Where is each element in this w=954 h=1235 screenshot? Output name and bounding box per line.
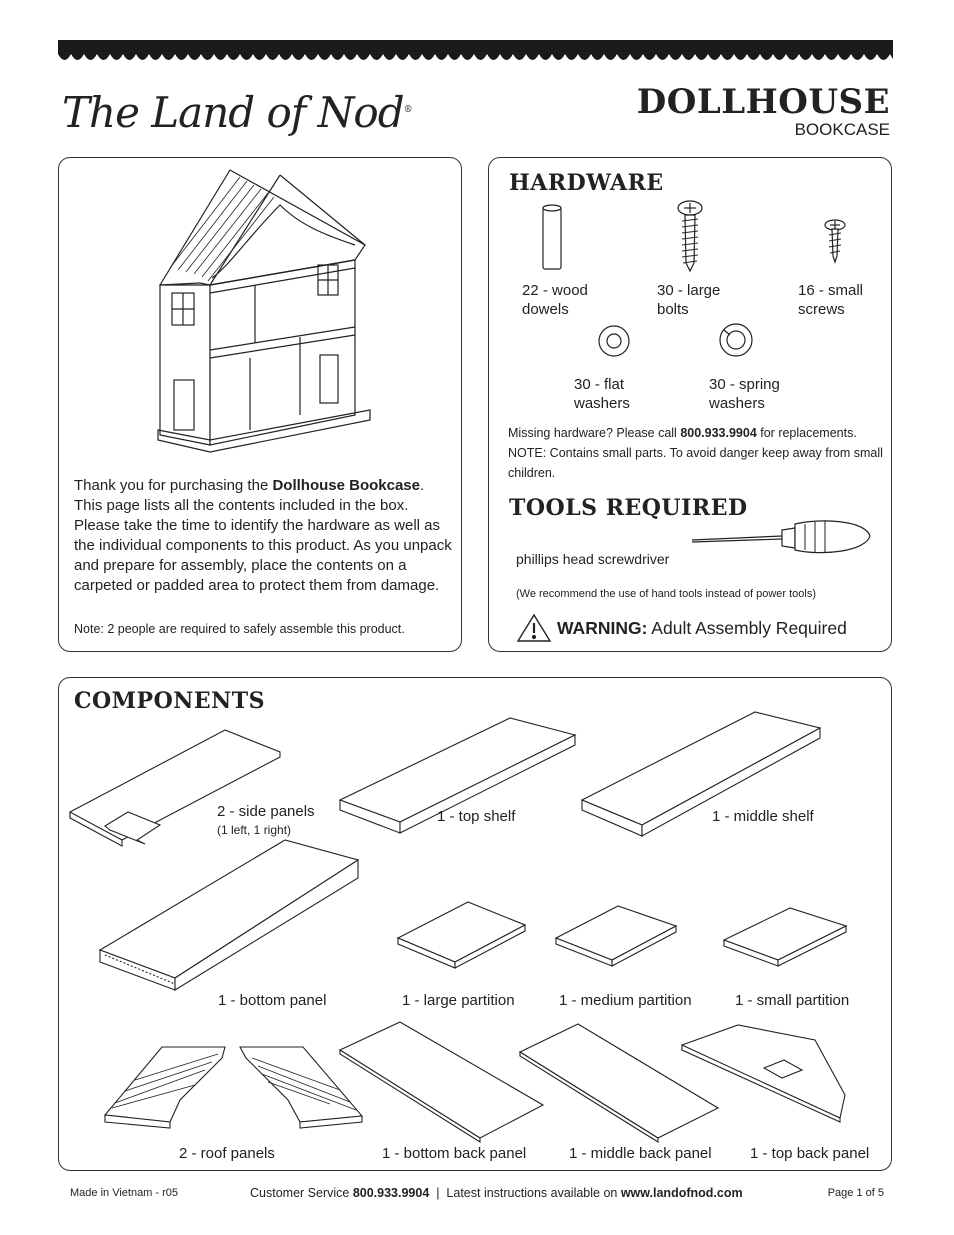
- component-sublabel: (1 left, 1 right): [217, 823, 292, 837]
- component-middle-shelf: 1 - middle shelf: [712, 808, 814, 825]
- hardware-item-name: bolts: [657, 301, 689, 318]
- hardware-heading: HARDWARE: [509, 170, 664, 196]
- hardware-item-qty: 30 - spring: [709, 376, 780, 393]
- cs-phone: 800.933.9904: [352, 1186, 430, 1200]
- made-in-text: Made in Vietnam - r05: [70, 1187, 179, 1199]
- small-parts-note: NOTE: Contains small parts. To avoid danger keep away from small children.: [508, 446, 883, 480]
- hardware-item-name: dowels: [522, 301, 569, 318]
- component-bottom-back-panel: 1 - bottom back panel: [382, 1145, 527, 1162]
- bottom-panel-drawing: [100, 840, 358, 990]
- hardware-item-qty: 16 - small: [798, 282, 864, 299]
- small-partition-drawing: [724, 908, 846, 966]
- hardware-item-name: screws: [798, 301, 845, 318]
- phone-number: 800.933.9904: [680, 426, 757, 440]
- cs-mid: | Latest instructions available on: [429, 1186, 621, 1200]
- missing-tail: for replacements.: [756, 426, 857, 440]
- large-partition-drawing: [398, 902, 525, 968]
- cs-lead: Customer Service: [250, 1186, 353, 1200]
- tools-heading: TOOLS REQUIRED: [509, 495, 748, 521]
- product-title: DOLLHOUSE: [636, 82, 890, 122]
- brand-logo: The Land of Nod®: [62, 88, 412, 137]
- components-heading: COMPONENTS: [74, 688, 265, 714]
- component-roof-panels: 2 - roof panels: [179, 1145, 275, 1162]
- website-link[interactable]: www.landofnod.com: [620, 1186, 743, 1200]
- page-number: Page 1 of 5: [827, 1187, 884, 1199]
- roof-panels-drawing: [105, 1047, 362, 1128]
- component-top-shelf: 1 - top shelf: [437, 808, 516, 825]
- missing-lead: Missing hardware? Please call: [508, 426, 681, 440]
- intro-rest: . This page lists all the contents included in the box. Please take the time to identify the hardware as well as the individual components to this product. As you unpack and prepare for assembly, place the contents on a carpeted or padded area to protect them from damage.: [74, 477, 452, 594]
- hardware-item-name: washers: [574, 395, 630, 412]
- component-side-panels: [217, 802, 315, 840]
- hardware-item-qty: 30 - flat: [574, 376, 625, 393]
- customer-service-text: [250, 1186, 743, 1200]
- component-middle-back-panel: 1 - middle back panel: [569, 1145, 712, 1162]
- hardware-item-qty: 30 - large: [657, 282, 721, 299]
- component-label: 2 - side panels: [217, 803, 315, 820]
- component-small-partition: 1 - small partition: [735, 992, 850, 1009]
- hardware-item-name: washers: [709, 395, 765, 412]
- component-top-back-panel: 1 - top back panel: [750, 1145, 870, 1162]
- tools-recommendation: (We recommend the use of hand tools instead of power tools): [516, 588, 817, 600]
- brand-logo-text: The Land of Nod: [62, 88, 404, 137]
- product-subtitle: BOOKCASE: [794, 120, 890, 139]
- tool-name: phillips head screwdriver: [516, 551, 670, 567]
- intro-product-name: Dollhouse Bookcase: [272, 477, 420, 494]
- hardware-item-qty: 22 - wood: [522, 282, 588, 299]
- component-bottom-panel: 1 - bottom panel: [218, 992, 327, 1009]
- medium-partition-drawing: [556, 906, 676, 966]
- middle-back-panel-drawing: [520, 1024, 718, 1142]
- component-large-partition: 1 - large partition: [402, 992, 515, 1009]
- intro-note: Note: 2 people are required to safely assemble this product.: [74, 622, 405, 636]
- warning-label: WARNING:: [557, 618, 648, 638]
- bottom-back-panel-drawing: [340, 1022, 543, 1142]
- component-medium-partition: 1 - medium partition: [559, 992, 692, 1009]
- warning-message: Adult Assembly Required: [647, 618, 847, 638]
- intro-lead: Thank you for purchasing the: [74, 477, 273, 494]
